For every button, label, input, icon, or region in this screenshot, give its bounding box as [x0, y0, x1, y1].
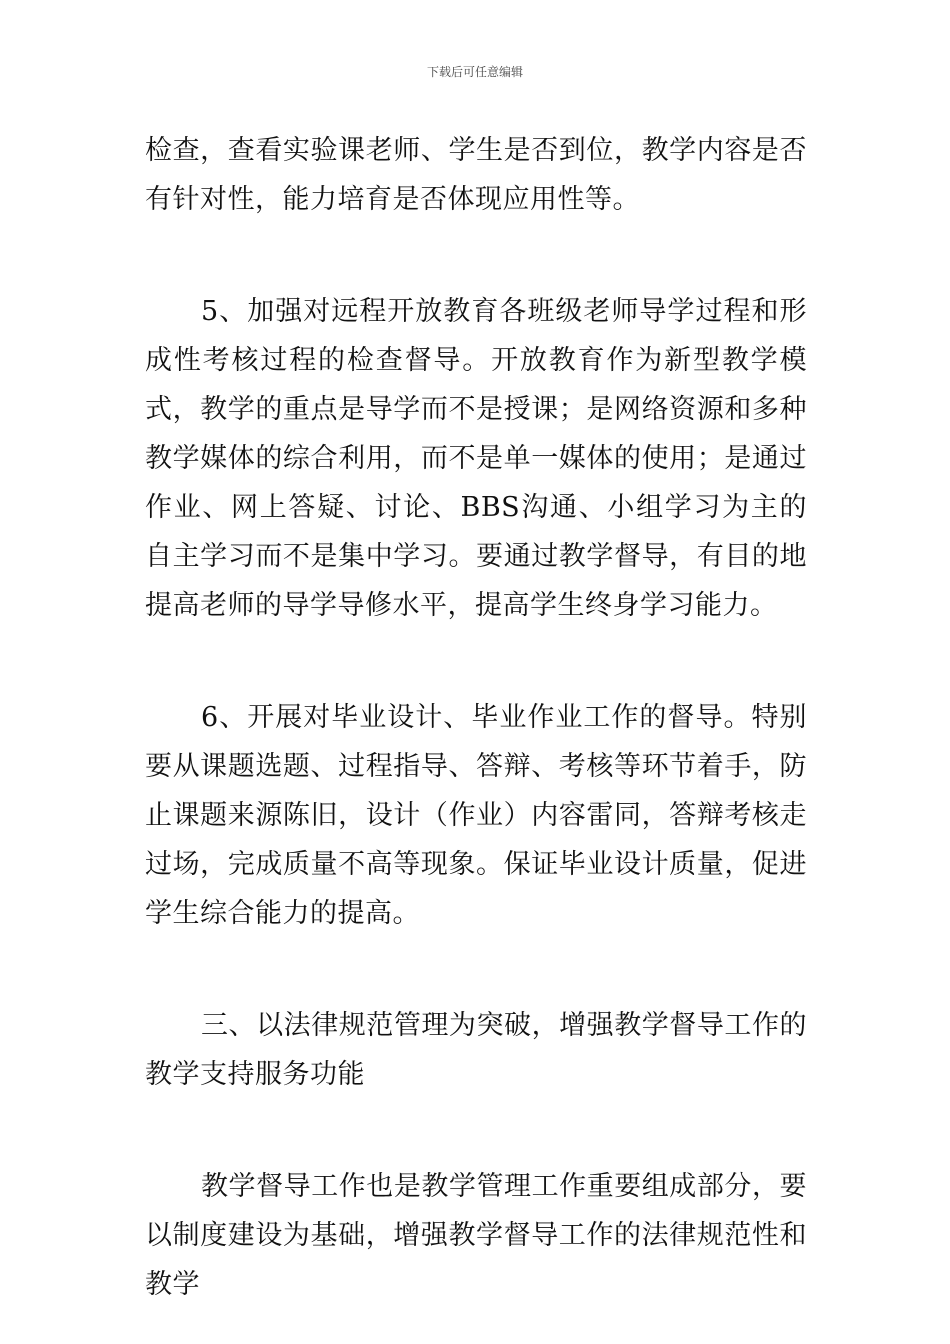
paragraph-continuation: 检查，查看实验课老师、学生是否到位，教学内容是否有针对性，能力培育是否体现应用性等。 [145, 135, 807, 215]
paragraph-item-6: 6、开展对毕业设计、毕业作业工作的督导。特别要从课题选题、过程指导、答辩、考核等环节着手，防止课题来源陈旧，设计（作业）内容雷同，答辩考核走过场，完成质量不高等现象。保证毕业设计质量，促进学生综合能力的提高。 [145, 702, 807, 929]
paragraph-gap [145, 1099, 807, 1162]
paragraph-gap [145, 938, 807, 1001]
paragraph-item-5: 5、加强对远程开放教育各班级老师导学过程和形成性考核过程的检查督导。开放教育作为新型教学模式，教学的重点是导学而不是授课；是网络资源和多种教学媒体的综合利用，而不是单一媒体的使用；是通过作业、网上答疑、讨论、BBS沟通、小组学习为主的自主学习而不是集中学习。要通过教学督导，有目的地提高老师的导学导修水平，提高学生终身学习能力。 [145, 296, 807, 621]
document-body [145, 126, 807, 1309]
page-header: 下载后可任意编辑 [426, 65, 523, 79]
paragraph-supervision: 教学督导工作也是教学管理工作重要组成部分，要以制度建设为基础，增强教学督导工作的法律规范性和教学 [145, 1171, 807, 1300]
paragraph-gap [145, 224, 807, 287]
paragraph-gap [145, 630, 807, 693]
section-heading-3: 三、以法律规范管理为突破，增强教学督导工作的教学支持服务功能 [145, 1010, 807, 1090]
